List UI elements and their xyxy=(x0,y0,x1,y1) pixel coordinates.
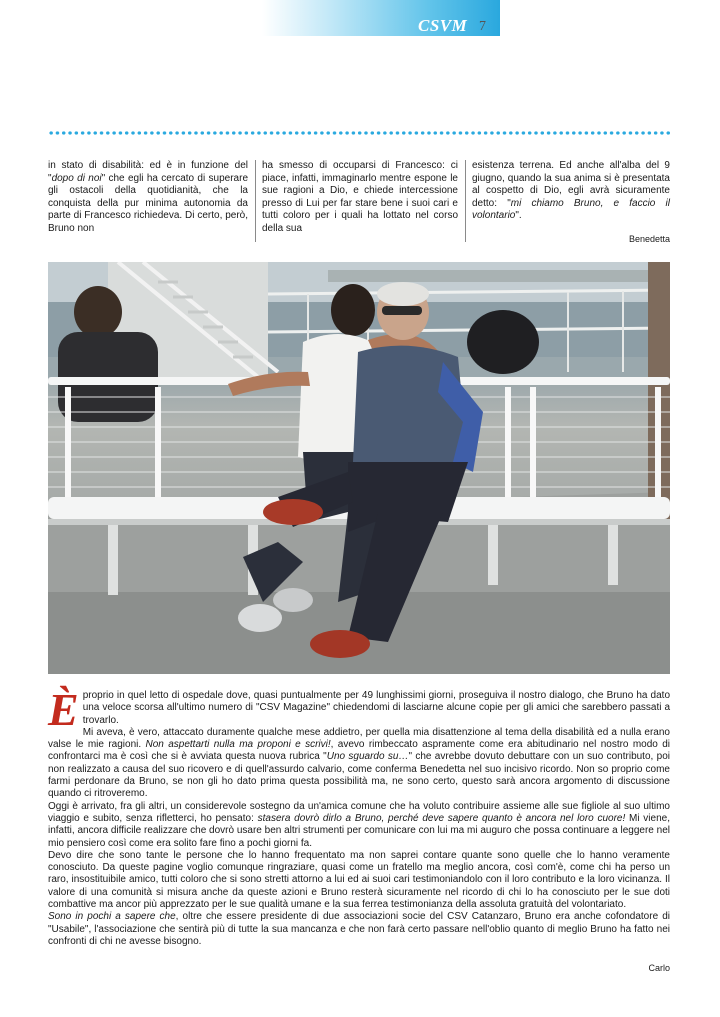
paragraph-text: Mi viene, infatti, ancora difficile realizzare che dovrò usare ben altri strumenti per comunicare con lui ma mi auguro che possa continuare a leggere nel mio pensiero così come era solito fare fino a pochi giorni fa. xyxy=(48,812,670,849)
col1-text-b: " che egli ha cercato di superare gli ostacoli della quotidianità, che la conquista della pur minima autonomia da parte di Francesco richiedeva. Di certo, però, Bruno non xyxy=(48,172,249,234)
paragraph-italic: Uno sguardo su… xyxy=(326,751,409,763)
page-number: 7 xyxy=(479,19,486,34)
column-separator xyxy=(255,160,256,242)
two-men-on-ferry-bench-photo xyxy=(48,262,670,674)
drop-cap: È xyxy=(48,684,79,735)
article-paragraph xyxy=(48,801,670,850)
text-column-1 xyxy=(48,160,248,236)
col3-text-a: esistenza terrena. Ed anche all'alba del 9 giugno, quando la sua anima si è presentata al cospetto di Dio, egli avrà sicuramente detto: " xyxy=(472,160,670,209)
col3-italic: mi chiamo Bruno, e faccio il volontario xyxy=(472,197,670,222)
text-column-2: ha smesso di occuparsi di Francesco: ci piace, infatti, immaginarlo mentre espone le sue ragioni a Dio, e chiede intercessione presso di Lui per far stare bene i suoi cari e tutti coloro per i quali ha lottato nel corso della sua xyxy=(262,160,458,234)
dotted-divider xyxy=(48,130,670,136)
paragraph-text: , oltre che essere presidente di due associazioni socie del CSV Catanzaro, Bruno era anche cofondatore di "Usabile", l'associazione che sentirà più di tutte la sua mancanza e che non farà certo passare nell'oblio quanto di meglio Bruno ha fatto nei confronti di chi ne avesse bisogno. xyxy=(48,911,670,947)
article-paragraph: Devo dire che sono tante le persone che lo hanno frequentato ma non saprei contare quante sono quelle che lo hanno veramente conosciuto. Da queste pagine voglio comunque ringraziare, quasi come un fratello ma meglio ancora, così com'è, come chi ha perso un raro, insostituibile amico, tutti coloro che si sono stretti attorno a lui ed ai suoi cari testimoniandolo con il loro contributo e la loro vicinanza. Il valore di una comunità si misura anche da queste azioni e Bruno resterà sicuramente nel ricordo di chi lo ha conosciuto per le sue doti combattive ma ancor più apprezzato per le sue qualità umane e la sua ferrea testimonianza della assoluta gratuità del volontariato. xyxy=(48,849,670,911)
article-paragraph xyxy=(48,911,670,948)
magazine-masthead: CSVM xyxy=(418,16,468,35)
col1-text-a: in stato di disabilità: ed è in funzione del " xyxy=(48,160,248,184)
article-body xyxy=(48,684,671,948)
paragraph-text: proprio in quel letto di ospedale dove, quasi puntualmente per 49 lunghissimi giorni, proseguiva il nostro dialogo, che Bruno ha dato una veloce scorsa all'ultimo numero di "CSV Magazine" chiedendomi di lasciarne alcune copie per gli amici che sarebbero passati a trovarlo. xyxy=(82,690,670,726)
col3-text-b: ". xyxy=(515,210,522,222)
text-column-3 xyxy=(472,160,670,223)
article-paragraph xyxy=(48,684,670,735)
paragraph-italic: Sono in pochi a sapere che xyxy=(48,911,176,923)
signature-benedetta: Benedetta xyxy=(628,234,670,244)
paragraph-italic: stasera dovrò dirlo a Bruno, perché deve sapere quanto è ancora nel loro cuore! xyxy=(257,812,626,824)
paragraph-text: , avevo rimbeccato aspramente come era abitudinario nel nostro modo di confrontarci ma è così che si è avviata questa nuova rubrica " xyxy=(48,739,671,763)
paragraph-text: " che avrebbe dovuto debuttare con un suo contributo, poi non realizzato a causa del suo ricovero e di quell'assurdo calvario, come conferma Benedetta nel suo incisivo ricordo. Non so proprio come farmi perdonare da Bruno, se non gli ho dato prima questa possibilità ma, ne sono certo, questo sarà ancora argomento di discussione quando ci ritroveremo. xyxy=(48,751,670,800)
column-separator xyxy=(465,160,466,242)
signature-carlo: Carlo xyxy=(648,963,670,973)
col1-italic: dopo di noi xyxy=(51,172,102,184)
paragraph-italic: Non aspettarti nulla ma proponi e scrivi! xyxy=(145,739,331,751)
article-paragraph xyxy=(48,727,670,801)
paragraph-text: Mi aveva, è vero, attaccato duramente qualche mese addietro, per quella mia disattenzione al tema della disabilità ed a nulla erano valse le mie ragioni. xyxy=(48,726,670,751)
paragraph-text: Oggi è arrivato, fra gli altri, un considerevole sostegno da un'amica comune che ha voluto contribuire assieme alle sue figliole al suo ultimo viaggio e subito, senza rifletterci, ho pensato: xyxy=(48,800,670,824)
